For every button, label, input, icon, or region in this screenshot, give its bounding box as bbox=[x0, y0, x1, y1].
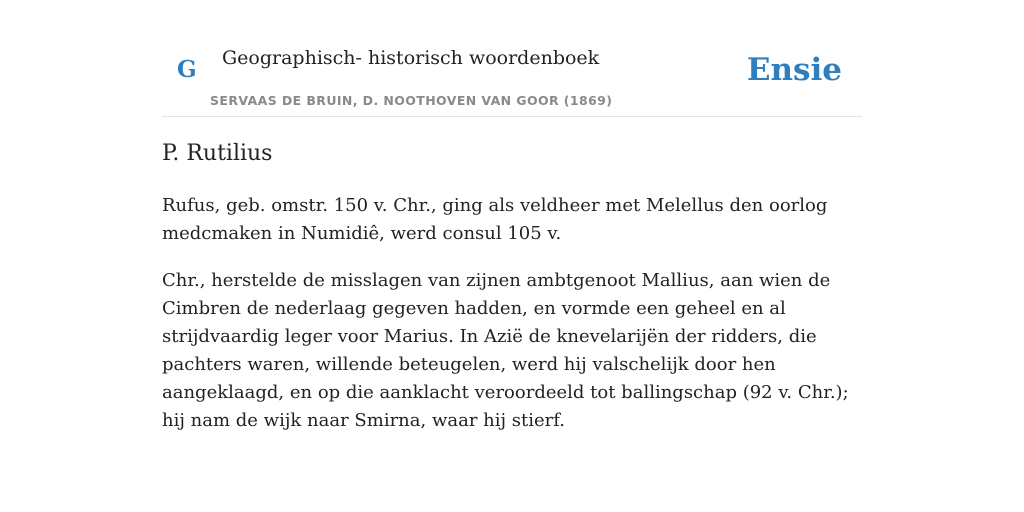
entry-content bbox=[162, 136, 862, 435]
dictionary-title[interactable]: Geographisch- historisch woordenboek bbox=[222, 47, 600, 69]
entry-title: P. Rutilius bbox=[162, 141, 273, 166]
dictionary-author: SERVAAS DE BRUIN, D. NOOTHOVEN VAN GOOR (1869) bbox=[210, 93, 613, 108]
ensie-logo-link[interactable]: Ensie bbox=[746, 52, 842, 88]
dictionary-letter-badge[interactable]: G bbox=[177, 56, 197, 83]
dictionary-header bbox=[162, 0, 862, 117]
entry-paragraph: Rufus, geb. omstr. 150 v. Chr., ging als veldheer met Melellus den oorlog medcmaken in Numidiê, werd consul 105 v. bbox=[162, 195, 828, 244]
entry-paragraph: Chr., herstelde de misslagen van zijnen ambtgenoot Mallius, aan wien de Cimbren de nederlaag gegeven hadden, en vormde een geheel en al strijdvaardig leger voor Marius. In Azië de knevelarijën der ridders, die pachters waren, willende beteugelen, werd hij valschelijk door hen aangeklaagd, en op die aanklacht veroordeeld tot ballingschap (92 v. Chr.); hij nam de wijk naar Smirna, waar hij stierf. bbox=[162, 270, 849, 431]
